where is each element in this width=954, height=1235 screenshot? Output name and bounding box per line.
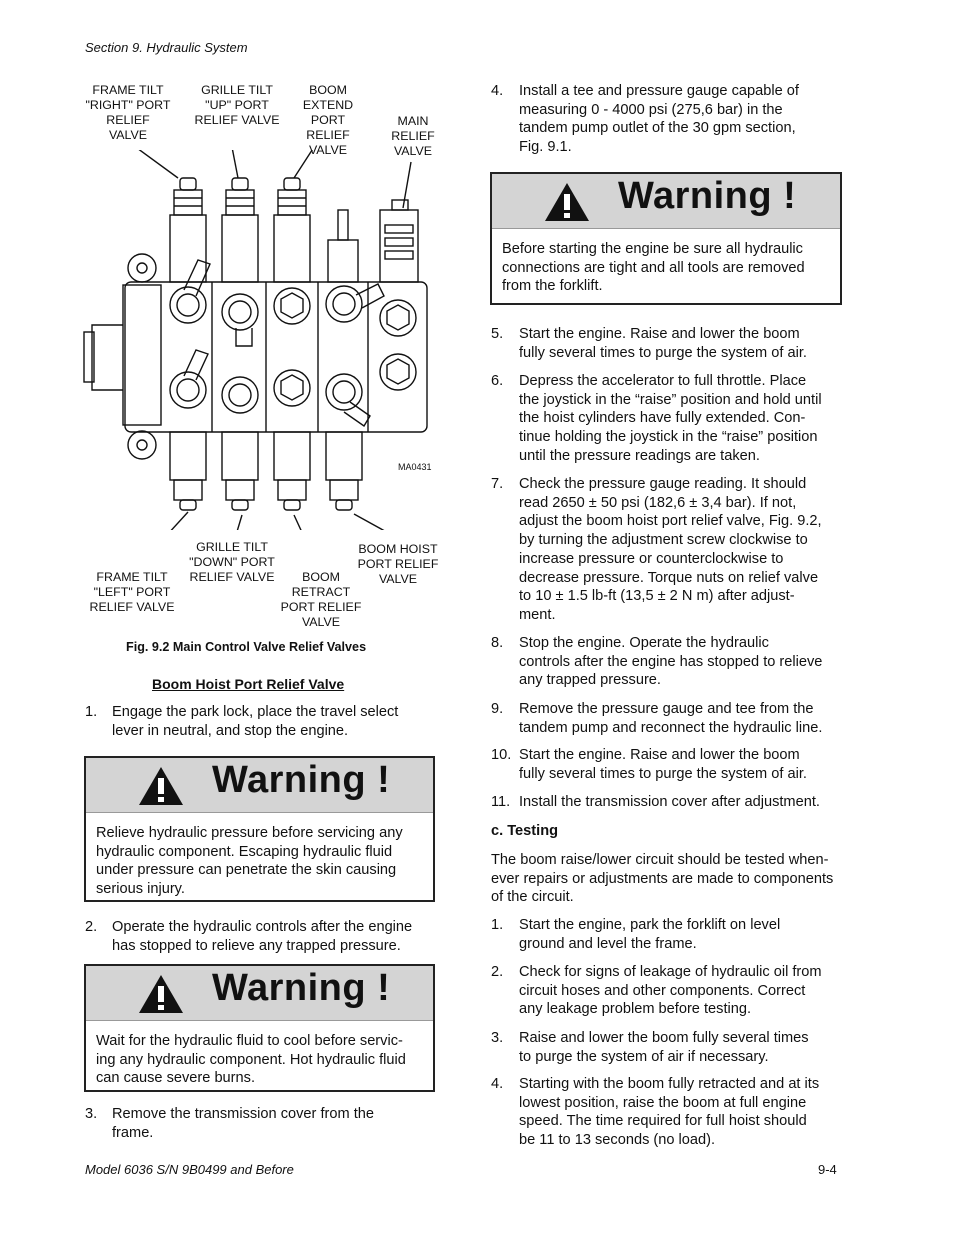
section-title: Boom Hoist Port Relief Valve (152, 676, 345, 692)
footer-model: Model 6036 S/N 9B0499 and Before (85, 1162, 294, 1177)
list-item (491, 82, 871, 158)
warning-icon (544, 182, 590, 222)
list-item (85, 1105, 445, 1145)
list-item (491, 916, 871, 954)
step-number: 5. (491, 326, 504, 342)
step-text: Install the transmission cover after adjustment. (519, 794, 820, 810)
step-number: 6. (491, 373, 504, 389)
step-number: 4. (491, 83, 504, 99)
list-item (491, 634, 871, 691)
step-number: 1. (491, 917, 504, 933)
step-number: 2. (491, 964, 504, 980)
section-header: Section 9. Hydraulic System (85, 40, 248, 55)
list-item (491, 325, 871, 363)
step-text: Starting with the boom fully retracted and at its lowest position, raise the boom at full engine speed. The time required for full hoist should be 11 to 13 seconds (no load). (519, 1076, 820, 1149)
step-number: 3. (85, 1106, 98, 1122)
list-item (491, 475, 871, 627)
label-boom-extend: BOOM EXTEND PORT RELIEF VALVE (302, 83, 354, 157)
step-number: 2. (85, 919, 98, 935)
step-number: 7. (491, 476, 504, 492)
list-item (491, 963, 871, 1020)
warning-text: Wait for the hydraulic fluid to cool before servic- ing any hydraulic component. Hot hydraulic fluid can cause severe burns. (96, 1033, 406, 1087)
label-grille-tilt-up: GRILLE TILT "UP" PORT RELIEF VALVE (194, 83, 280, 127)
step-text: Remove the pressure gauge and tee from the tandem pump and reconnect the hydraulic line. (519, 701, 823, 736)
label-main-relief: MAIN RELIEF VALVE (391, 114, 435, 158)
page-number: 9-4 (818, 1162, 837, 1177)
step-text: Start the engine. Raise and lower the boom fully several times to purge the system of air. (519, 747, 807, 782)
label-frame-tilt-right: FRAME TILT "RIGHT" PORT RELIEF VALVE (85, 83, 171, 142)
step-text: Start the engine. Raise and lower the boom fully several times to purge the system of air. (519, 326, 807, 361)
warning-header (492, 174, 840, 229)
testing-intro: The boom raise/lower circuit should be tested when- ever repairs or adjustments are made to components of the circuit. (491, 852, 834, 906)
list-item (85, 703, 445, 743)
list-item (491, 1029, 871, 1067)
step-number: 4. (491, 1076, 504, 1092)
step-text: Stop the engine. Operate the hydraulic controls after the engine has stopped to relieve any trapped pressure. (519, 635, 823, 689)
warning-title: Warning ! (212, 967, 391, 1009)
step-text: Remove the transmission cover from the frame. (112, 1106, 374, 1141)
step-text: Raise and lower the boom fully several times to purge the system of air if necessary. (519, 1030, 809, 1065)
step-number: 3. (491, 1030, 504, 1046)
list-item (85, 918, 445, 958)
list-item (491, 1075, 871, 1151)
warning-title: Warning ! (212, 759, 391, 801)
label-boom-hoist: BOOM HOIST PORT RELIEF VALVE (357, 542, 439, 586)
warning-header (86, 758, 433, 813)
warning-box (490, 172, 842, 305)
warning-text: Relieve hydraulic pressure before servicing any hydraulic component. Escaping hydraulic fluid under pressure can penetrate the skin causing serious injury. (96, 825, 403, 898)
warning-title: Warning ! (618, 175, 797, 217)
list-item (491, 700, 871, 738)
step-text: Engage the park lock, place the travel select lever in neutral, and stop the engine. (112, 704, 399, 739)
step-text: Depress the accelerator to full throttle. Place the joystick in the “raise” position and hold until the hoist cylinders have fully extended. Con- tinue holding the joystick in the “raise” position until the pressure readings are taken. (519, 373, 822, 464)
step-text: Check for signs of leakage of hydraulic oil from circuit hoses and other components. Correct any leakage problem before testing. (519, 964, 822, 1018)
warning-icon (138, 766, 184, 806)
step-number: 9. (491, 701, 504, 717)
figure-caption: Fig. 9.2 Main Control Valve Relief Valves (126, 640, 367, 654)
drawing-id: MA0431 (398, 462, 432, 472)
step-text: Check the pressure gauge reading. It should read 2650 ± 50 psi (182,6 ± 3,4 bar). If not, adjust the boom hoist port relief valve, Fig. 9.2, by turning the adjustment screw clockwise to increase pressure or counterclockwise to decrease pressure. Torque nuts on relief valve to 10 ± 1.5 lb-ft (13,5 ± 2 N m) after adjust- ment. (519, 476, 822, 623)
step-number: 8. (491, 635, 504, 651)
warning-icon (138, 974, 184, 1014)
label-frame-tilt-left: FRAME TILT "LEFT" PORT RELIEF VALVE (89, 570, 175, 614)
list-item (491, 372, 871, 467)
control-valve-diagram (80, 150, 440, 530)
step-text: Operate the hydraulic controls after the engine has stopped to relieve any trapped pressure. (112, 919, 413, 954)
list-item (491, 746, 871, 784)
step-number: 10. (491, 747, 512, 763)
warning-text: Before starting the engine be sure all hydraulic connections are tight and all tools are removed from the forklift. (502, 241, 805, 295)
step-text: Start the engine, park the forklift on level ground and level the frame. (519, 917, 781, 952)
step-number: 1. (85, 704, 98, 720)
step-text: Install a tee and pressure gauge capable of measuring 0 - 4000 psi (275,6 bar) in the tandem pump outlet of the 30 gpm section, Fig. 9.1. (519, 83, 799, 156)
label-boom-retract: BOOM RETRACT PORT RELIEF VALVE (280, 570, 362, 629)
label-grille-tilt-down: GRILLE TILT "DOWN" PORT RELIEF VALVE (189, 540, 275, 584)
testing-heading: c. Testing (491, 823, 559, 839)
warning-box (84, 964, 435, 1092)
list-item (491, 793, 871, 813)
warning-header (86, 966, 433, 1021)
step-number: 11. (491, 794, 511, 810)
warning-box (84, 756, 435, 902)
